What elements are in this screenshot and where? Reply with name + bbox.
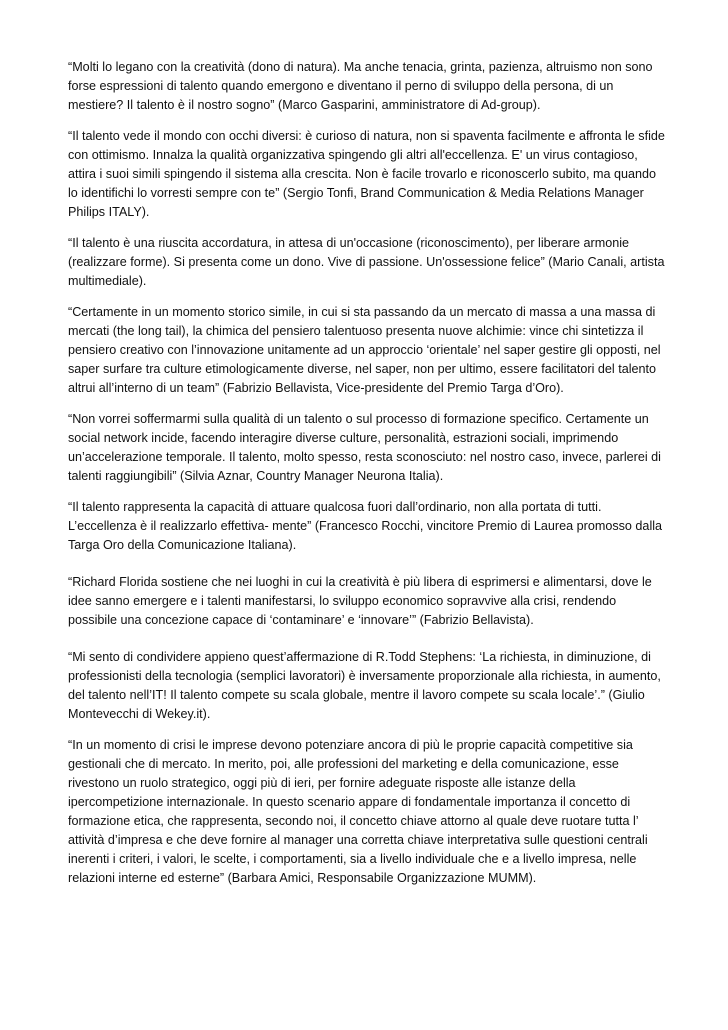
quote-paragraph-montevecchi: “Mi sento di condividere appieno quest’affermazione di R.Todd Stephens: ‘La richiesta, in diminuzione, di professionisti della tecnologia (semplici lavoratori) è inversamente proporzionale alla richiesta, in aumento, del talento nell’IT! Il talento compete su scala globale, mentre il lavoro compete su scala locale’.” (Giulio Montevecchi di Wekey.it). <box>68 650 661 721</box>
quote-paragraph-aznar: “Non vorrei soffermarmi sulla qualità di un talento o sul processo di formazione specifico. Certamente un social network incide, facendo interagire diverse culture, personalità, estrazioni sociali, imprimendo un’accelerazione temporale. Il talento, molto spesso, resta sconosciuto: nel nostro caso, invece, parlerei di talenti raggiungibili” (Silvia Aznar, Country Manager Neurona Italia). <box>68 412 661 483</box>
quote-paragraph-bellavista-1: “Certamente in un momento storico simile, in cui si sta passando da un mercato di massa a una massa di mercati (the long tail), la chimica del pensiero talentuoso presenta nuove alchimie: vince chi sintetizza il pensiero creativo con l’innovazione unitamente ad un approccio ‘orientale’ nel saper gestire gli opposti, nel saper surfare tra culture etimologicamente diverse, nel saper, non per ultimo, essere facilitatori del talento altrui all’interno di un team” (Fabrizio Bellavista, Vice-presidente del Premio Targa d’Oro). <box>68 305 661 395</box>
quote-paragraph-rocchi: “Il talento rappresenta la capacità di attuare qualcosa fuori dall’ordinario, non alla portata di tutti. L’eccellenza è il realizzarlo effettiva- mente” (Francesco Rocchi, vincitore Premio di Laurea promosso dalla Targa Oro della Comunicazione Italiana). <box>68 500 663 552</box>
quote-paragraph-canali: “Il talento è una riuscita accordatura, in attesa di un'occasione (riconoscimento), per liberare armonie (realizzare forme). Si presenta come un dono. Vive di passione. Un'ossessione felice” (Mario Canali, artista multimediale). <box>68 236 665 288</box>
quote-paragraph-bellavista-2: “Richard Florida sostiene che nei luoghi in cui la creatività è più libera di esprimersi e alimentarsi, dove le idee sanno emergere e i talenti manifestarsi, lo sviluppo economico sopravvive alla crisi, rendendo possibile una concezione capace di ‘contaminare’ e ‘innovare’” (Fabrizio Bellavista). <box>68 575 652 627</box>
quote-paragraph-amici: “In un momento di crisi le imprese devono potenziare ancora di più le proprie capacità competitive sia gestionali che di mercato. In merito, poi, alle professioni del marketing e della comunicazione, esse rivestono un ruolo strategico, oggi più di ieri, per fornire adeguate risposte alle istanze della ipercompetizione internazionale. In questo scenario appare di fondamentale importanza il concetto di formazione etica, che rappresenta, secondo noi, il concetto chiave attorno al quale deve ruotare tutta l’ attività d’impresa e che deve fornire al manager una corretta chiave interpretativa sulle questioni centrali inerenti i criteri, i valori, le scelte, i comportamenti, sia a livello individuale che e a livello impresa, nelle relazioni interne ed esterne” (Barbara Amici, Responsabile Organizzazione MUMM). <box>68 738 648 885</box>
quote-paragraph-gasparini: “Molti lo legano con la creatività (dono di natura). Ma anche tenacia, grinta, pazienza, altruismo non sono forse espressioni di talento quando emergono e diventano il perno di sviluppo della persona, di un mestiere? Il talento è il nostro sogno” (Marco Gasparini, amministratore di Ad-group). <box>68 60 653 112</box>
document-body <box>68 58 668 900</box>
quote-paragraph-tonfi: “Il talento vede il mondo con occhi diversi: è curioso di natura, non si spaventa facilmente e affronta le sfide con ottimismo. Innalza la qualità organizzativa spingendo gli altri all'eccellenza. E' un virus contagioso, attira i suoi simili spingendo il sistema alla crescita. Non è facile trovarlo e riconoscerlo subito, ma quando lo identifichi lo vorresti sempre con te” (Sergio Tonfi, Brand Communication & Media Relations Manager Philips ITALY). <box>68 129 665 219</box>
